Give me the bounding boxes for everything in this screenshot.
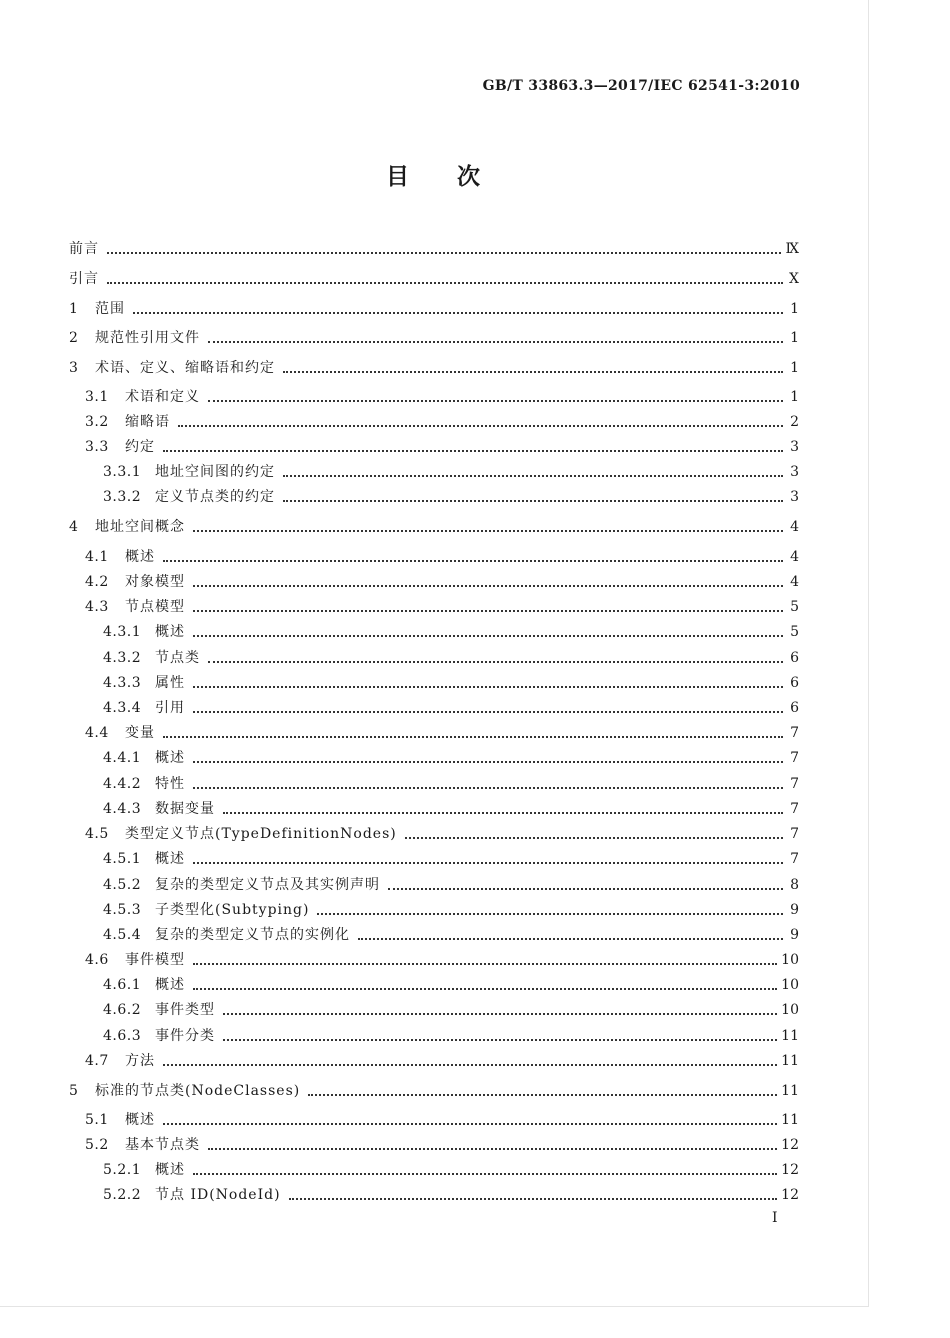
toc-entry-label: 概述 — [155, 1162, 185, 1178]
toc-entry-label: 事件分类 — [155, 1028, 215, 1044]
toc-entry[interactable] — [69, 1077, 799, 1101]
toc-entry[interactable] — [69, 618, 799, 642]
toc-entry-label: 定义节点类的约定 — [155, 489, 275, 505]
toc-entry-number: 4.3.2 — [103, 650, 142, 666]
toc-entry[interactable] — [69, 770, 799, 794]
toc-entry-label: 变量 — [125, 725, 155, 741]
toc-entry-number: 4.5.3 — [103, 902, 142, 918]
title-char-1: 目 — [386, 164, 411, 190]
toc-entry-page: 7 — [790, 750, 799, 766]
toc-entry[interactable] — [69, 1156, 799, 1180]
toc-entry[interactable] — [69, 996, 799, 1020]
toc-entry-label: 规范性引用文件 — [95, 330, 200, 346]
toc-entry-number: 3.3 — [85, 439, 109, 455]
leader-dots — [223, 811, 783, 814]
leader-dots — [163, 1063, 777, 1066]
toc-entry[interactable] — [69, 795, 799, 819]
toc-entry-page: 12 — [781, 1187, 799, 1203]
leader-dots — [283, 370, 783, 373]
toc-entry-page: 1 — [790, 330, 799, 346]
toc-entry[interactable] — [69, 1106, 799, 1130]
leader-dots — [193, 609, 783, 612]
toc-entry-page: 7 — [790, 725, 799, 741]
toc-entry-page: 3 — [790, 464, 799, 480]
leader-dots — [178, 424, 783, 427]
toc-entry-label: 地址空间图的约定 — [155, 464, 275, 480]
page-title — [0, 158, 868, 191]
toc-entry[interactable] — [69, 235, 799, 259]
toc-entry-label: 节点类 — [155, 650, 200, 666]
toc-entry-page: Ⅹ — [789, 271, 799, 287]
toc-entry-number: 4.2 — [85, 574, 109, 590]
leader-dots — [405, 836, 783, 839]
toc-entry-page: 5 — [790, 624, 799, 640]
leader-dots — [208, 660, 783, 663]
toc-entry-page: 12 — [781, 1162, 799, 1178]
toc-entry-page: 3 — [790, 489, 799, 505]
toc-entry-label: 复杂的类型定义节点的实例化 — [155, 927, 350, 943]
toc-entry-page: 7 — [790, 826, 799, 842]
toc-entry[interactable] — [69, 1131, 799, 1155]
leader-dots — [193, 685, 783, 688]
toc-entry[interactable] — [69, 896, 799, 920]
toc-entry-number: 4.6.2 — [103, 1002, 142, 1018]
toc-entry-page: 9 — [790, 927, 799, 943]
toc-entry-label: 事件模型 — [125, 952, 185, 968]
toc-entry-number: 4.5.2 — [103, 877, 142, 893]
leader-dots — [388, 887, 783, 890]
toc-entry-label: 子类型化(Subtyping) — [155, 902, 310, 918]
toc-entry-number: 2 — [69, 330, 79, 346]
toc-entry-number: 5.2 — [85, 1137, 109, 1153]
leader-dots — [193, 760, 783, 763]
leader-dots — [223, 1038, 777, 1041]
toc-entry-number: 4.4.3 — [103, 801, 142, 817]
toc-entry-label: 术语、定义、缩略语和约定 — [95, 360, 275, 376]
leader-dots — [317, 912, 783, 915]
toc-entry-number: 3.1 — [85, 389, 109, 405]
toc-entry-number: 4.3.4 — [103, 700, 142, 716]
toc-entry-page: 7 — [790, 851, 799, 867]
toc-entry-number: 3 — [69, 360, 79, 376]
toc-entry-page: 7 — [790, 776, 799, 792]
toc-entry[interactable] — [69, 1181, 799, 1205]
toc-entry[interactable] — [69, 324, 799, 348]
toc-entry[interactable] — [69, 644, 799, 668]
leader-dots — [193, 529, 783, 532]
toc-entry-page: 6 — [790, 675, 799, 691]
toc-entry-number: 3.3.1 — [103, 464, 142, 480]
toc-entry-label: 地址空间概念 — [95, 519, 185, 535]
toc-entry-number: 4.3 — [85, 599, 109, 615]
toc-entry-page: 10 — [781, 1002, 799, 1018]
toc-entry-page: 4 — [790, 574, 799, 590]
toc-entry[interactable] — [69, 1047, 799, 1071]
toc-entry-label: 类型定义节点(TypeDefinitionNodes) — [125, 826, 397, 842]
toc-entry[interactable] — [69, 354, 799, 378]
leader-dots — [358, 937, 783, 940]
toc-entry-number: 4.5.1 — [103, 851, 142, 867]
toc-entry-number: 4.3.1 — [103, 624, 142, 640]
leader-dots — [193, 987, 777, 990]
leader-dots — [193, 1172, 777, 1175]
toc-entry-label: 属性 — [155, 675, 185, 691]
leader-dots — [163, 735, 783, 738]
toc-entry[interactable] — [69, 946, 799, 970]
leader-dots — [208, 399, 783, 402]
toc-entry-label: 节点 ID(NodeId) — [155, 1187, 281, 1203]
toc-entry[interactable] — [69, 383, 799, 407]
toc-entry-number: 4.1 — [85, 549, 109, 565]
toc-entry-page: 8 — [790, 877, 799, 893]
toc-entry-label: 事件类型 — [155, 1002, 215, 1018]
toc-entry-number: 4.6.3 — [103, 1028, 142, 1044]
toc-entry-number: 5.1 — [85, 1112, 109, 1128]
toc-entry-page: 6 — [790, 650, 799, 666]
toc-entry-label: 概述 — [155, 624, 185, 640]
leader-dots — [193, 962, 777, 965]
toc-entry-label: 引言 — [69, 271, 99, 287]
toc-entry-page: 11 — [781, 1053, 799, 1069]
toc-entry[interactable] — [69, 1022, 799, 1046]
leader-dots — [193, 861, 783, 864]
toc-entry-number: 1 — [69, 301, 79, 317]
toc-entry-label: 概述 — [125, 1112, 155, 1128]
toc-entry-label: 数据变量 — [155, 801, 215, 817]
toc-entry[interactable] — [69, 669, 799, 693]
toc-entry[interactable] — [69, 543, 799, 567]
leader-dots — [193, 584, 783, 587]
toc-entry-label: 前言 — [69, 241, 99, 257]
leader-dots — [163, 559, 783, 562]
toc-entry-number: 4.5 — [85, 826, 109, 842]
title-char-2: 次 — [457, 164, 482, 190]
toc-entry-number: 4.5.4 — [103, 927, 142, 943]
toc-entry-number: 4 — [69, 519, 79, 535]
leader-dots — [193, 710, 783, 713]
toc-entry-page: 2 — [790, 414, 799, 430]
toc-entry-label: 特性 — [155, 776, 185, 792]
toc-entry-page: 11 — [781, 1028, 799, 1044]
toc-entry-number: 4.4.1 — [103, 750, 142, 766]
toc-entry[interactable] — [69, 433, 799, 457]
toc-entry-label: 引用 — [155, 700, 185, 716]
toc-entry-label: 概述 — [155, 977, 185, 993]
toc-entry[interactable] — [69, 719, 799, 743]
toc-entry[interactable] — [69, 458, 799, 482]
standard-code: GB/T 33863.3—2017/IEC 62541-3:2010 — [482, 78, 800, 94]
leader-dots — [223, 1012, 777, 1015]
toc-entry-label: 术语和定义 — [125, 389, 200, 405]
leader-dots — [283, 474, 783, 477]
toc-entry[interactable] — [69, 820, 799, 844]
toc-entry[interactable] — [69, 921, 799, 945]
toc-entry[interactable] — [69, 483, 799, 507]
toc-entry-number: 3.2 — [85, 414, 109, 430]
leader-dots — [107, 251, 781, 254]
toc-entry[interactable] — [69, 265, 799, 289]
toc-entry[interactable] — [69, 845, 799, 869]
toc-entry-number: 5.2.1 — [103, 1162, 142, 1178]
toc-entry-label: 基本节点类 — [125, 1137, 200, 1153]
toc-entry[interactable] — [69, 694, 799, 718]
toc-entry-page: 3 — [790, 439, 799, 455]
toc-entry-page: 10 — [781, 977, 799, 993]
leader-dots — [308, 1093, 777, 1096]
toc-entry-number: 4.7 — [85, 1053, 109, 1069]
toc-entry-label: 复杂的类型定义节点及其实例声明 — [155, 877, 380, 893]
toc-entry-page: 1 — [790, 360, 799, 376]
leader-dots — [163, 449, 783, 452]
toc-entry-label: 概述 — [155, 851, 185, 867]
page-number: I — [772, 1210, 778, 1226]
toc-entry[interactable] — [69, 295, 799, 319]
toc-entry-page: 4 — [790, 549, 799, 565]
toc-entry-page: 1 — [790, 301, 799, 317]
toc-entry[interactable] — [69, 513, 799, 537]
toc-entry[interactable] — [69, 971, 799, 995]
toc-entry[interactable] — [69, 568, 799, 592]
toc-entry-label: 概述 — [155, 750, 185, 766]
toc-entry-label: 约定 — [125, 439, 155, 455]
toc-entry-page: 1 — [790, 389, 799, 405]
toc-entry[interactable] — [69, 408, 799, 432]
toc-entry-number: 4.4.2 — [103, 776, 142, 792]
toc-entry-label: 对象模型 — [125, 574, 185, 590]
toc-entry-label: 标准的节点类(NodeClasses) — [95, 1083, 301, 1099]
leader-dots — [208, 1147, 777, 1150]
toc-entry-label: 范围 — [95, 301, 125, 317]
toc-entry-number: 4.4 — [85, 725, 109, 741]
toc-entry[interactable] — [69, 593, 799, 617]
toc-entry-number: 3.3.2 — [103, 489, 142, 505]
toc-entry-label: 节点模型 — [125, 599, 185, 615]
toc-entry-page: 4 — [790, 519, 799, 535]
toc-entry-page: 7 — [790, 801, 799, 817]
toc-entry-page: 11 — [781, 1083, 799, 1099]
toc-entry-page: 9 — [790, 902, 799, 918]
toc-entry-number: 5 — [69, 1083, 79, 1099]
leader-dots — [107, 281, 783, 284]
toc-entry-number: 4.3.3 — [103, 675, 142, 691]
toc-entry-page: Ⅸ — [785, 241, 799, 257]
toc-entry-page: 6 — [790, 700, 799, 716]
toc-entry[interactable] — [69, 871, 799, 895]
toc-entry-label: 概述 — [125, 549, 155, 565]
toc-entry-page: 10 — [781, 952, 799, 968]
toc-entry-number: 4.6.1 — [103, 977, 142, 993]
toc-entry-label: 方法 — [125, 1053, 155, 1069]
toc-entry-label: 缩略语 — [125, 414, 170, 430]
leader-dots — [289, 1197, 778, 1200]
toc-entry-page: 5 — [790, 599, 799, 615]
toc-entry-page: 11 — [781, 1112, 799, 1128]
toc-entry[interactable] — [69, 744, 799, 768]
toc-entry-page: 12 — [781, 1137, 799, 1153]
leader-dots — [283, 499, 783, 502]
leader-dots — [193, 634, 783, 637]
leader-dots — [193, 786, 783, 789]
leader-dots — [163, 1122, 777, 1125]
leader-dots — [133, 311, 783, 314]
leader-dots — [208, 340, 783, 343]
toc-entry-number: 4.6 — [85, 952, 109, 968]
toc-entry-number: 5.2.2 — [103, 1187, 142, 1203]
